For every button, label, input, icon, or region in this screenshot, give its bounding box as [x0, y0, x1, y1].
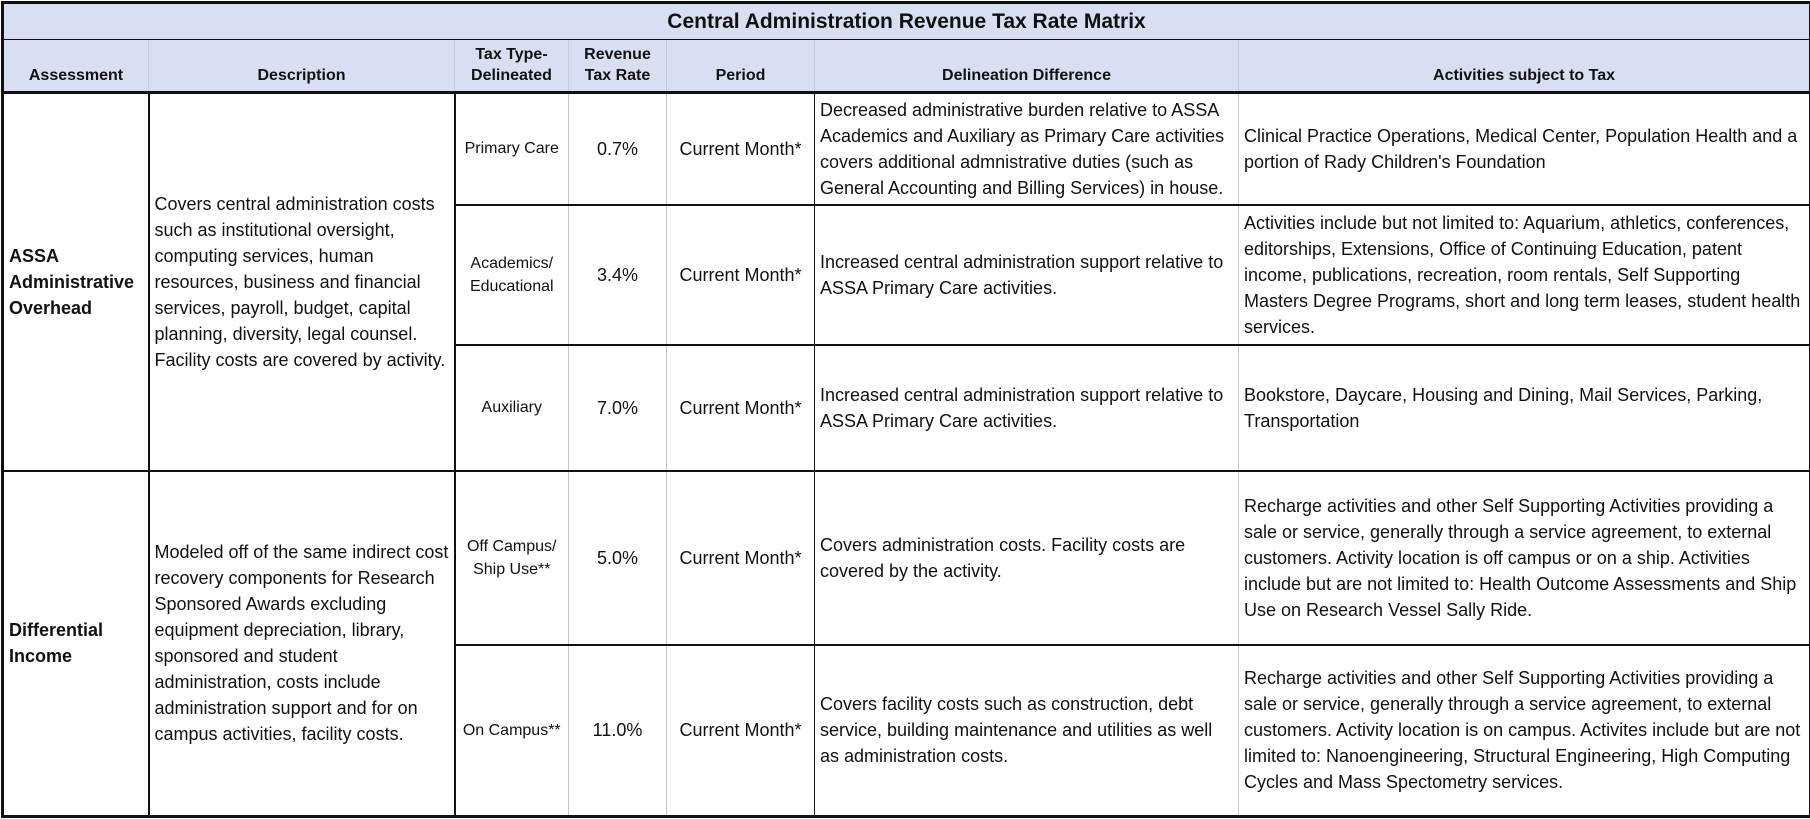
period-cell: Current Month* — [667, 471, 815, 645]
table-row — [3, 471, 1810, 645]
assessment-cell: ASSA Administrative Overhead — [3, 93, 149, 471]
tax-type-cell: Academics/ Educational — [455, 205, 569, 345]
matrix-table — [1, 1, 1810, 818]
header-period: Period — [667, 40, 815, 93]
header-description: Description — [149, 40, 455, 93]
period-cell: Current Month* — [667, 645, 815, 817]
delineation-cell: Decreased administrative burden relative to ASSA Academics and Auxiliary as Primary Care activities covers additional admnistrative duties (such as General Accounting and Billing Services) in house. — [815, 93, 1239, 205]
activities-cell: Recharge activities and other Self Supporting Activities providing a sale or service, generally through a service agreement, to external customers. Activity location is on campus. Activites include but are not limited to: Nanoengineering, Structural Engineering, High Computing Cycles and Mass Spectometry services. — [1239, 645, 1810, 817]
description-cell: Modeled off of the same indirect cost recovery components for Research Sponsored Awards excluding equipment depreciation, library, sponsored and student administration, costs include administration support and for on campus activities, facility costs. — [149, 471, 455, 817]
rate-cell: 11.0% — [569, 645, 667, 817]
activities-cell: Clinical Practice Operations, Medical Center, Population Health and a portion of Rady Children's Foundation — [1239, 93, 1810, 205]
activities-cell: Activities include but not limited to: Aquarium, athletics, conferences, editorships, Extensions, Office of Continuing Education, patent income, publications, recreation, room rentals, Self Supporting Masters Degree Programs, short and long term leases, student health services. — [1239, 205, 1810, 345]
header-delineation-difference: Delineation Difference — [815, 40, 1239, 93]
period-cell: Current Month* — [667, 93, 815, 205]
period-cell: Current Month* — [667, 345, 815, 471]
period-cell: Current Month* — [667, 205, 815, 345]
matrix-title: Central Administration Revenue Tax Rate Matrix — [3, 3, 1810, 40]
delineation-cell: Covers facility costs such as construction, debt service, building maintenance and utilities as well as administration costs. — [815, 645, 1239, 817]
description-cell: Covers central administration costs such as institutional oversight, computing services, human resources, business and financial services, payroll, budget, capital planning, diversity, legal counsel. Facility costs are covered by activity. — [149, 93, 455, 471]
delineation-cell: Increased central administration support relative to ASSA Primary Care activities. — [815, 205, 1239, 345]
tax-type-cell: Primary Care — [455, 93, 569, 205]
rate-cell: 7.0% — [569, 345, 667, 471]
activities-cell: Recharge activities and other Self Supporting Activities providing a sale or service, generally through a service agreement, to external customers. Activity location is off campus or on a ship. Activities include but are not limited to: Health Outcome Assessments and Ship Use on Research Vessel Sally Ride. — [1239, 471, 1810, 645]
rate-cell: 3.4% — [569, 205, 667, 345]
tax-type-cell: Off Campus/ Ship Use** — [455, 471, 569, 645]
tax-type-cell: On Campus** — [455, 645, 569, 817]
tax-rate-matrix — [0, 1, 1810, 819]
rate-cell: 0.7% — [569, 93, 667, 205]
assessment-cell: Differential Income — [3, 471, 149, 817]
delineation-cell: Covers administration costs. Facility costs are covered by the activity. — [815, 471, 1239, 645]
header-tax-type: Tax Type- Delineated — [455, 40, 569, 93]
table-row — [3, 93, 1810, 205]
header-activities: Activities subject to Tax — [1239, 40, 1810, 93]
activities-cell: Bookstore, Daycare, Housing and Dining, Mail Services, Parking, Transportation — [1239, 345, 1810, 471]
tax-type-cell: Auxiliary — [455, 345, 569, 471]
rate-cell: 5.0% — [569, 471, 667, 645]
delineation-cell: Increased central administration support relative to ASSA Primary Care activities. — [815, 345, 1239, 471]
header-revenue-tax-rate: Revenue Tax Rate — [569, 40, 667, 93]
header-assessment: Assessment — [3, 40, 149, 93]
